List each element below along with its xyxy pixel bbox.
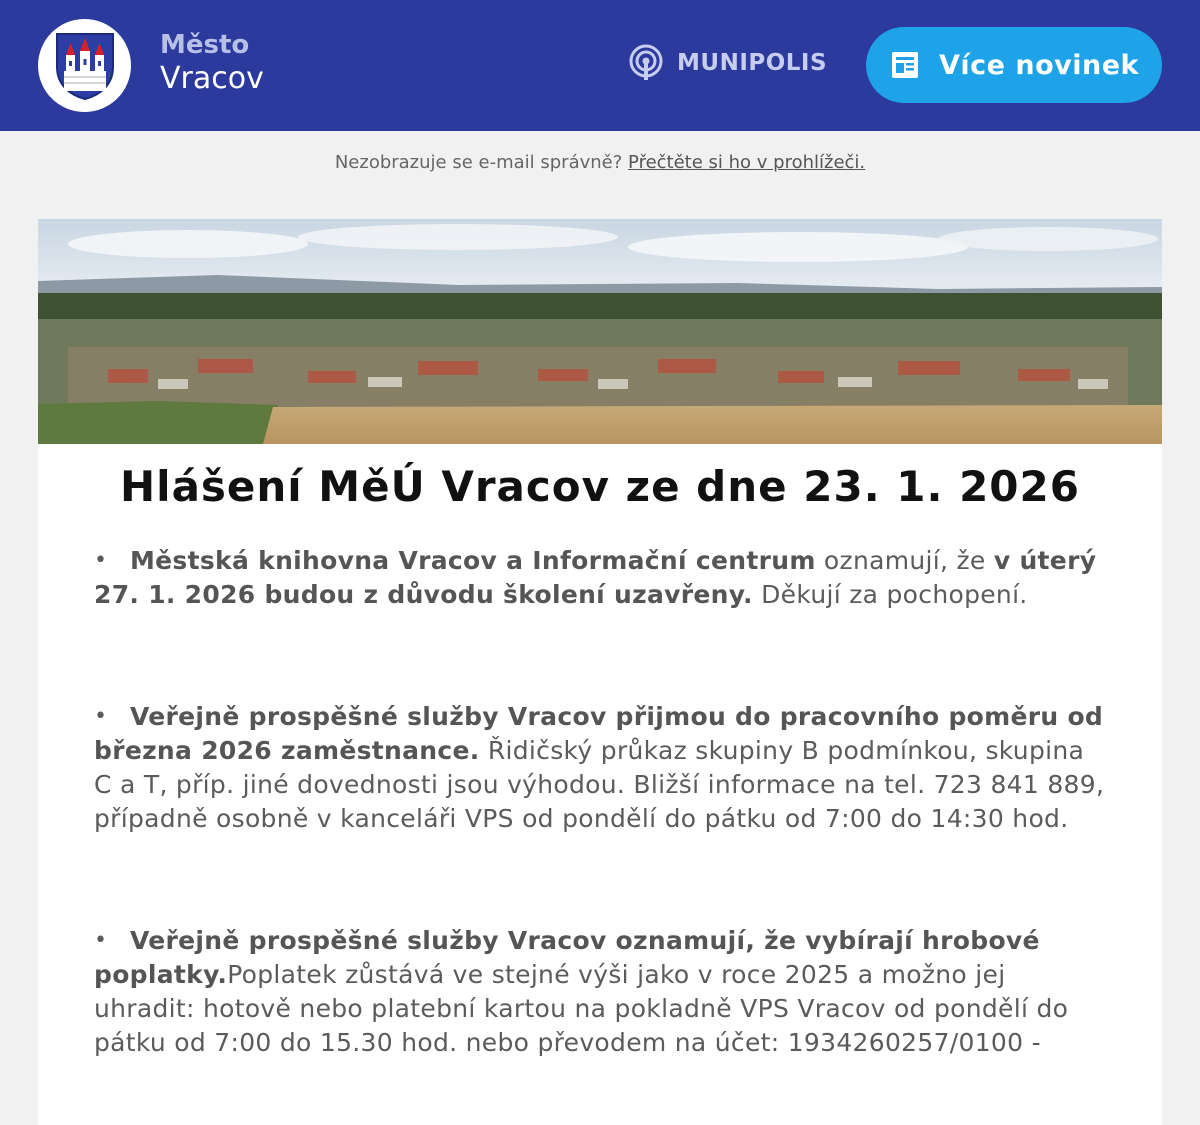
news-item-bold: Městská knihovna Vracov a Informační centrum <box>130 546 816 575</box>
town-aerial-photo <box>38 219 1162 444</box>
more-news-label: Více novinek <box>939 49 1139 81</box>
news-item-text: Poplatek zůstává ve stejné výši jako v roce 2025 a možno jej uhradit: hotově nebo platební kartou na pokladně VPS Vracov od pondělí do pátku od 7:00 do 15.30 hod. nebo převodem na účet: 1934260257/0100 - <box>94 960 1069 1057</box>
town-title: Vracov <box>160 61 264 97</box>
munipolis-brand[interactable] <box>627 44 827 82</box>
news-list <box>38 544 1162 1060</box>
news-item-bold: v úterý 27. 1. 2026 budou z důvodu školení uzavřeny. <box>94 546 1097 609</box>
news-item-bold: Veřejně prospěšné služby Vracov oznamují, že vybírají hrobové poplatky. <box>94 926 1040 989</box>
news-item-text: Řidičský průkaz skupiny B podmínkou, skupina C a T, příp. jiné dovednosti jsou výhodou. Bližší informace na tel. 723 841 889, případně osobně v kanceláři VPS od pondělí do pátku od 7:00 do 14:30 hod. <box>94 736 1105 833</box>
news-item <box>94 700 1106 836</box>
munipolis-icon <box>627 44 665 82</box>
coat-of-arms-icon <box>54 31 116 101</box>
newspaper-icon <box>889 49 921 81</box>
view-in-browser-link[interactable]: Přečtěte si ho v prohlížeči. <box>628 152 866 173</box>
news-item-bold: Veřejně prospěšné služby Vracov přijmou do pracovního poměru od března 2026 zaměstnance. <box>94 702 1104 765</box>
news-item-lead <box>94 546 816 575</box>
article-title: Hlášení MěÚ Vracov ze dne 23. 1. 2026 <box>120 462 1080 511</box>
news-item-text: Děkují za pochopení. <box>752 580 1028 609</box>
munipolis-label: MUNIPOLIS <box>677 50 828 76</box>
town-logo[interactable] <box>38 19 131 112</box>
more-news-button[interactable] <box>866 27 1162 103</box>
news-item-text: oznamují, že <box>815 546 994 575</box>
browser-note-text: Nezobrazuje se e-mail správně? <box>334 152 623 173</box>
browser-note <box>0 152 1200 173</box>
news-item <box>94 924 1106 1060</box>
article-card <box>38 219 1162 1125</box>
town-label: Město <box>160 30 250 60</box>
header-bar <box>0 0 1200 131</box>
town-name-block <box>160 30 264 97</box>
news-item <box>94 544 1106 612</box>
